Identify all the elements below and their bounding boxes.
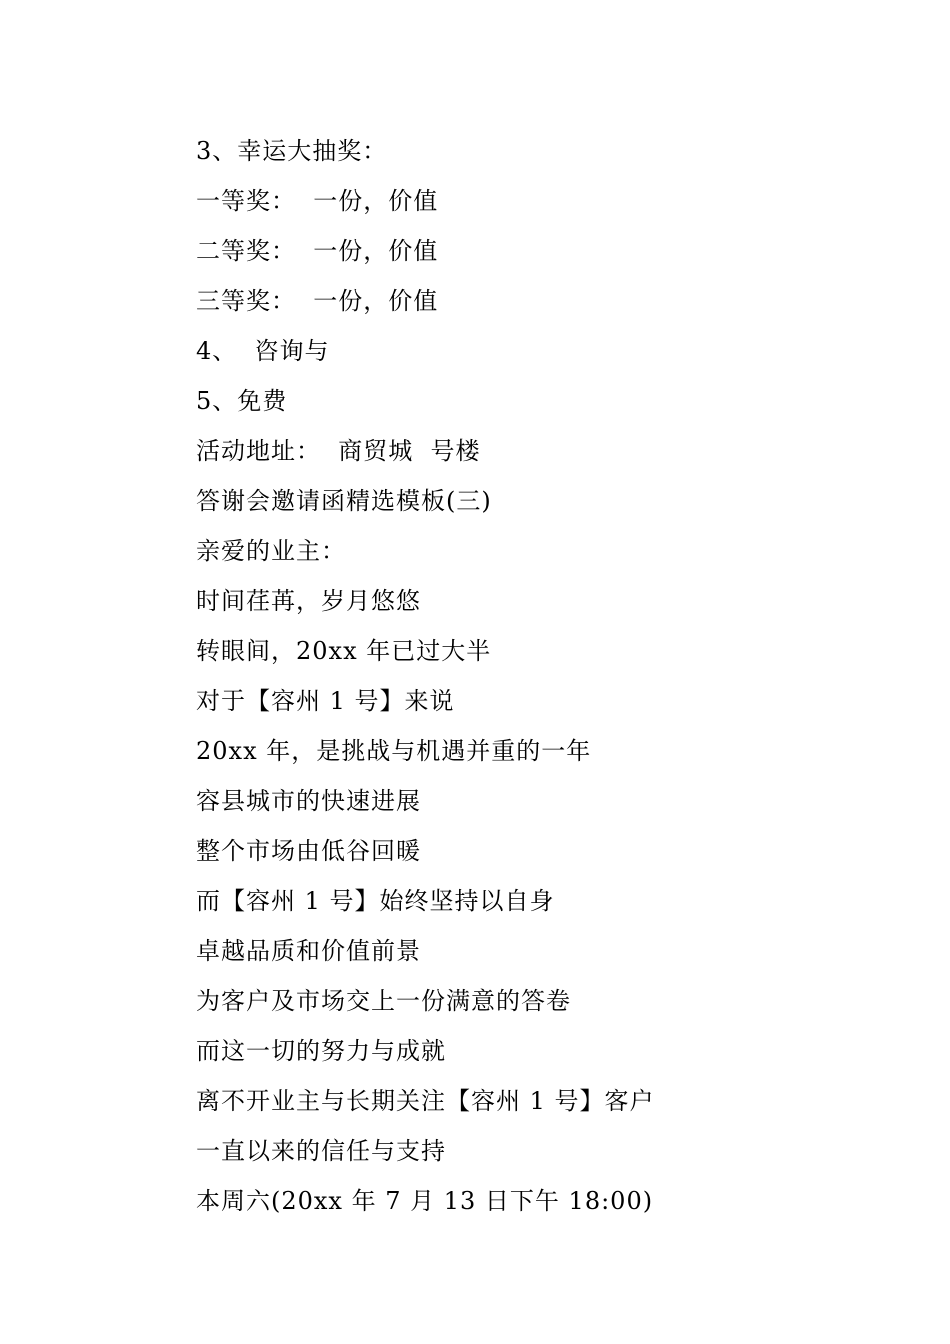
document-body <box>196 126 896 1226</box>
text-line: 20xx 年，是挑战与机遇并重的一年 <box>196 737 592 765</box>
section-heading: 答谢会邀请函精选模板(三) <box>196 487 492 515</box>
text-line: 而这一切的努力与成就 <box>196 1037 446 1065</box>
text-line: 容县城市的快速进展 <box>196 787 421 815</box>
text-line: 卓越品质和价值前景 <box>196 937 421 965</box>
text-line: 对于【容州 1 号】来说 <box>196 687 455 715</box>
text-line: 离不开业主与长期关注【容州 1 号】客户 <box>196 1087 655 1115</box>
text-line: 5、免费 <box>196 387 288 415</box>
text-line: 时间荏苒，岁月悠悠 <box>196 587 421 615</box>
text-line: 二等奖： 一份，价值 <box>196 237 439 265</box>
text-line: 三等奖： 一份，价值 <box>196 287 439 315</box>
text-line: 本周六(20xx 年 7 月 13 日下午 18:00) <box>196 1187 654 1215</box>
text-line: 而【容州 1 号】始终坚持以自身 <box>196 887 555 915</box>
text-line: 整个市场由低谷回暖 <box>196 837 421 865</box>
text-line: 一直以来的信任与支持 <box>196 1137 446 1165</box>
text-line: 一等奖： 一份，价值 <box>196 187 439 215</box>
salutation: 亲爱的业主： <box>196 537 346 565</box>
text-line: 3、幸运大抽奖： <box>196 137 388 165</box>
text-line: 转眼间，20xx 年已过大半 <box>196 637 492 665</box>
text-line: 4、 咨询与 <box>196 337 330 365</box>
text-line: 为客户及市场交上一份满意的答卷 <box>196 987 571 1015</box>
text-line: 活动地址： 商贸城 号楼 <box>196 437 481 465</box>
